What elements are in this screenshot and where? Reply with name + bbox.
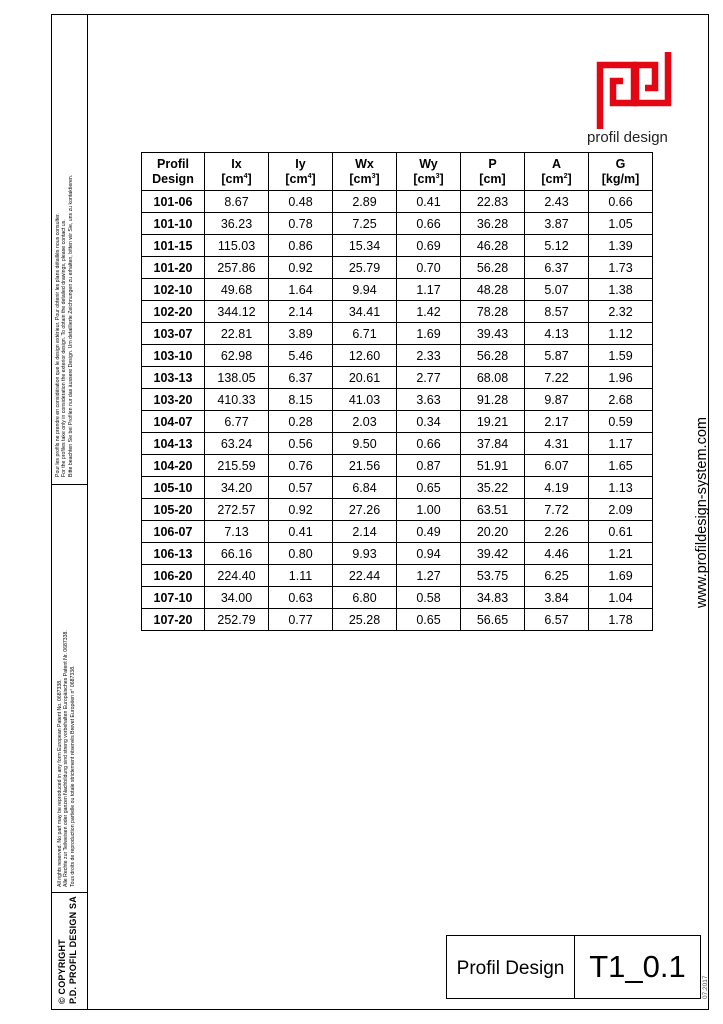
value-cell: 4.19	[525, 477, 589, 499]
value-cell: 0.66	[397, 213, 461, 235]
column-header-unit: $[cm^3]$	[413, 171, 444, 186]
value-cell: 20.20	[461, 521, 525, 543]
value-cell: 0.56	[269, 433, 333, 455]
value-cell: 8.15	[269, 389, 333, 411]
value-cell: 7.13	[205, 521, 269, 543]
value-cell: 2.43	[525, 191, 589, 213]
value-cell: 9.87	[525, 389, 589, 411]
value-cell: 257.86	[205, 257, 269, 279]
notice-line: For the profiles take only in consideration the exterior design. To obtain the detailed drawings, please contact us.	[61, 219, 68, 477]
profile-code-cell: 106-20	[142, 565, 205, 587]
value-cell: 0.70	[397, 257, 461, 279]
value-cell: 2.89	[333, 191, 397, 213]
rights-text	[57, 630, 76, 887]
value-cell: 6.07	[525, 455, 589, 477]
unit-exponent: 4	[243, 172, 248, 180]
value-cell: 215.59	[205, 455, 269, 477]
table-row	[142, 191, 653, 213]
profile-code-cell: 105-10	[142, 477, 205, 499]
value-cell: 1.21	[589, 543, 653, 565]
table-row	[142, 213, 653, 235]
value-cell: 0.76	[269, 455, 333, 477]
title-block	[446, 935, 701, 999]
value-cell: 8.67	[205, 191, 269, 213]
value-cell: 3.63	[397, 389, 461, 411]
value-cell: 6.84	[333, 477, 397, 499]
table-row	[142, 323, 653, 345]
profile-code-cell: 106-07	[142, 521, 205, 543]
unit-exponent: 2	[563, 172, 568, 180]
value-cell: 1.12	[589, 323, 653, 345]
value-cell: 0.65	[397, 477, 461, 499]
value-cell: 2.14	[269, 301, 333, 323]
value-cell: 0.92	[269, 257, 333, 279]
table-row	[142, 477, 653, 499]
profile-code-cell: 103-13	[142, 367, 205, 389]
value-cell: 0.28	[269, 411, 333, 433]
value-cell: 7.72	[525, 499, 589, 521]
value-cell: 0.94	[397, 543, 461, 565]
value-cell: 25.79	[333, 257, 397, 279]
value-cell: 39.42	[461, 543, 525, 565]
value-cell: 6.25	[525, 565, 589, 587]
table-body	[142, 191, 653, 631]
value-cell: 344.12	[205, 301, 269, 323]
column-header	[397, 153, 461, 191]
unit-exponent: 3	[371, 172, 376, 180]
value-cell: 0.57	[269, 477, 333, 499]
value-cell: 0.65	[397, 609, 461, 631]
table-row	[142, 521, 653, 543]
table-header-row	[142, 153, 653, 191]
value-cell: 4.46	[525, 543, 589, 565]
profile-code-cell: 103-10	[142, 345, 205, 367]
profile-code-cell: 101-15	[142, 235, 205, 257]
value-cell: 0.58	[397, 587, 461, 609]
value-cell: 1.64	[269, 279, 333, 301]
value-cell: 2.33	[397, 345, 461, 367]
value-cell: 1.96	[589, 367, 653, 389]
value-cell: 35.22	[461, 477, 525, 499]
column-header	[142, 153, 205, 191]
column-header-unit: $[cm^2]$	[541, 171, 572, 186]
value-cell: 20.61	[333, 367, 397, 389]
value-cell: 6.37	[525, 257, 589, 279]
notice-line: Bitte beachten Sie bei Profilen nur das äussere Design. Um detaillierte Zeichnungen zu erhalten, bitten wir Sie, uns zu kontaktieren.	[67, 174, 74, 477]
value-cell: 272.57	[205, 499, 269, 521]
value-cell: 34.00	[205, 587, 269, 609]
value-cell: 0.66	[397, 433, 461, 455]
table-row	[142, 279, 653, 301]
value-cell: 0.34	[397, 411, 461, 433]
profile-code-cell: 105-20	[142, 499, 205, 521]
value-cell: 53.75	[461, 565, 525, 587]
table-row	[142, 257, 653, 279]
copyright-text	[57, 896, 79, 1004]
column-header-name: Profil	[157, 156, 189, 171]
profil-design-logo	[587, 48, 677, 130]
value-cell: 1.59	[589, 345, 653, 367]
value-cell: 8.57	[525, 301, 589, 323]
column-header-name: Ix	[231, 156, 242, 171]
value-cell: 410.33	[205, 389, 269, 411]
column-header-unit: $[cm^3]$	[349, 171, 380, 186]
unit-text: Design	[152, 171, 194, 186]
value-cell: 5.46	[269, 345, 333, 367]
column-header	[525, 153, 589, 191]
column-header-unit: $[cm^4]$	[285, 171, 316, 186]
table-row	[142, 345, 653, 367]
profile-code-cell: 102-20	[142, 301, 205, 323]
value-cell: 62.98	[205, 345, 269, 367]
value-cell: 1.17	[589, 433, 653, 455]
value-cell: 0.61	[589, 521, 653, 543]
table-row	[142, 609, 653, 631]
value-cell: 2.68	[589, 389, 653, 411]
value-cell: 36.28	[461, 213, 525, 235]
value-cell: 0.77	[269, 609, 333, 631]
rights-line: Tous droits de reproduction partielle ou totale strictement réservés Brevet Européen n° 0687338.	[69, 665, 76, 887]
value-cell: 19.21	[461, 411, 525, 433]
value-cell: 0.80	[269, 543, 333, 565]
column-header-unit	[461, 172, 524, 187]
table-row	[142, 367, 653, 389]
value-cell: 2.32	[589, 301, 653, 323]
profile-code-cell: 104-07	[142, 411, 205, 433]
table-row	[142, 301, 653, 323]
value-cell: 1.69	[397, 323, 461, 345]
unit-text: [kg/m]	[601, 171, 640, 186]
profile-properties-table	[141, 152, 653, 631]
notice-text	[55, 175, 74, 477]
value-cell: 5.87	[525, 345, 589, 367]
profile-code-cell: 101-06	[142, 191, 205, 213]
unit-text: [cm	[285, 171, 308, 186]
column-header	[205, 153, 269, 191]
value-cell: 1.05	[589, 213, 653, 235]
table-row	[142, 235, 653, 257]
notice-line: Pour les profils ne prendre en considération que le design extérieur. Pour obtenir les plans détaillés nous consulter.	[55, 213, 61, 477]
value-cell: 22.81	[205, 323, 269, 345]
title-block-code: T1_0.1	[589, 949, 686, 984]
value-cell: 0.48	[269, 191, 333, 213]
value-cell: 138.05	[205, 367, 269, 389]
value-cell: 66.16	[205, 543, 269, 565]
unit-text: [cm	[541, 171, 564, 186]
value-cell: 0.87	[397, 455, 461, 477]
value-cell: 0.69	[397, 235, 461, 257]
revision-date: 07.2017	[702, 975, 709, 999]
value-cell: 56.28	[461, 345, 525, 367]
value-cell: 1.65	[589, 455, 653, 477]
value-cell: 1.78	[589, 609, 653, 631]
value-cell: 0.41	[397, 191, 461, 213]
value-cell: 2.26	[525, 521, 589, 543]
value-cell: 0.49	[397, 521, 461, 543]
column-header-name: Wx	[355, 156, 374, 171]
value-cell: 9.94	[333, 279, 397, 301]
table-row	[142, 455, 653, 477]
unit-exponent: 3	[435, 172, 440, 180]
profile-code-cell: 102-10	[142, 279, 205, 301]
value-cell: 1.04	[589, 587, 653, 609]
profile-code-cell: 106-13	[142, 543, 205, 565]
column-header-unit	[589, 172, 652, 187]
sidebar-divider	[51, 484, 88, 485]
value-cell: 63.51	[461, 499, 525, 521]
column-header-name: A	[551, 156, 562, 171]
profile-code-cell: 103-20	[142, 389, 205, 411]
website-url: www.profildesign-system.com	[694, 417, 710, 608]
value-cell: 6.71	[333, 323, 397, 345]
copyright-line: © COPYRIGHT	[57, 939, 67, 1004]
value-cell: 48.28	[461, 279, 525, 301]
value-cell: 78.28	[461, 301, 525, 323]
value-cell: 0.41	[269, 521, 333, 543]
value-cell: 56.65	[461, 609, 525, 631]
value-cell: 0.59	[589, 411, 653, 433]
column-header-name: Wy	[419, 156, 438, 171]
value-cell: 6.37	[269, 367, 333, 389]
table-row	[142, 543, 653, 565]
value-cell: 46.28	[461, 235, 525, 257]
value-cell: 2.77	[397, 367, 461, 389]
value-cell: 6.57	[525, 609, 589, 631]
value-cell: 15.34	[333, 235, 397, 257]
column-header-unit	[142, 172, 204, 187]
value-cell: 9.93	[333, 543, 397, 565]
value-cell: 1.11	[269, 565, 333, 587]
value-cell: 7.25	[333, 213, 397, 235]
value-cell: 3.87	[525, 213, 589, 235]
value-cell: 68.08	[461, 367, 525, 389]
value-cell: 34.20	[205, 477, 269, 499]
value-cell: 56.28	[461, 257, 525, 279]
rights-line: All rights reserved. No part may be reproduced in any form European Patent No. 0687338.	[57, 679, 63, 887]
value-cell: 21.56	[333, 455, 397, 477]
value-cell: 91.28	[461, 389, 525, 411]
value-cell: 224.40	[205, 565, 269, 587]
unit-text: [cm	[349, 171, 372, 186]
column-header	[589, 153, 653, 191]
logo-wordmark: profil design	[587, 129, 668, 146]
column-header-name: Iy	[295, 156, 306, 171]
value-cell: 37.84	[461, 433, 525, 455]
column-header-name: P	[488, 156, 497, 171]
column-header	[333, 153, 397, 191]
value-cell: 49.68	[205, 279, 269, 301]
value-cell: 6.80	[333, 587, 397, 609]
value-cell: 1.13	[589, 477, 653, 499]
value-cell: 4.31	[525, 433, 589, 455]
value-cell: 0.63	[269, 587, 333, 609]
value-cell: 9.50	[333, 433, 397, 455]
rights-line: Alle Rechte zur Teilweisen oder ganzen Nachbildung sind streng vorbehalten Europäisches Patent Nr. 0687338.	[63, 630, 70, 887]
value-cell: 34.83	[461, 587, 525, 609]
sidebar	[51, 14, 88, 1010]
value-cell: 2.09	[589, 499, 653, 521]
value-cell: 4.13	[525, 323, 589, 345]
value-cell: 25.28	[333, 609, 397, 631]
value-cell: 1.17	[397, 279, 461, 301]
column-header	[269, 153, 333, 191]
copyright-line: P.D. PROFIL DESIGN SA	[68, 896, 78, 1004]
value-cell: 34.41	[333, 301, 397, 323]
profile-code-cell: 101-10	[142, 213, 205, 235]
value-cell: 51.91	[461, 455, 525, 477]
value-cell: 1.27	[397, 565, 461, 587]
value-cell: 12.60	[333, 345, 397, 367]
value-cell: 3.89	[269, 323, 333, 345]
value-cell: 27.26	[333, 499, 397, 521]
value-cell: 2.14	[333, 521, 397, 543]
value-cell: 39.43	[461, 323, 525, 345]
profile-code-cell: 104-13	[142, 433, 205, 455]
value-cell: 1.73	[589, 257, 653, 279]
value-cell: 22.83	[461, 191, 525, 213]
value-cell: 5.12	[525, 235, 589, 257]
column-header-unit: $[cm^4]$	[221, 171, 252, 186]
profile-code-cell: 103-07	[142, 323, 205, 345]
column-header-name: G	[615, 156, 626, 171]
profile-code-cell: 104-20	[142, 455, 205, 477]
unit-text: [cm	[413, 171, 436, 186]
value-cell: 0.78	[269, 213, 333, 235]
unit-text: [cm	[221, 171, 244, 186]
table-row	[142, 389, 653, 411]
unit-exponent: 4	[307, 172, 312, 180]
table-row	[142, 587, 653, 609]
value-cell: 1.69	[589, 565, 653, 587]
value-cell: 1.38	[589, 279, 653, 301]
value-cell: 5.07	[525, 279, 589, 301]
unit-text: [cm]	[479, 171, 506, 186]
profile-code-cell: 101-20	[142, 257, 205, 279]
logo-p-shape	[600, 65, 634, 129]
value-cell: 2.17	[525, 411, 589, 433]
table-row	[142, 411, 653, 433]
value-cell: 63.24	[205, 433, 269, 455]
value-cell: 22.44	[333, 565, 397, 587]
value-cell: 1.00	[397, 499, 461, 521]
sidebar-divider	[51, 892, 88, 893]
value-cell: 36.23	[205, 213, 269, 235]
table-row	[142, 433, 653, 455]
value-cell: 6.77	[205, 411, 269, 433]
logo-d-shape	[636, 52, 668, 103]
title-block-name: Profil Design	[447, 936, 575, 998]
value-cell: 7.22	[525, 367, 589, 389]
value-cell: 1.39	[589, 235, 653, 257]
profile-code-cell: 107-10	[142, 587, 205, 609]
value-cell: 0.86	[269, 235, 333, 257]
value-cell: 115.03	[205, 235, 269, 257]
value-cell: 41.03	[333, 389, 397, 411]
value-cell: 0.92	[269, 499, 333, 521]
profile-code-cell: 107-20	[142, 609, 205, 631]
column-header	[461, 153, 525, 191]
value-cell: 0.66	[589, 191, 653, 213]
value-cell: 1.42	[397, 301, 461, 323]
table-row	[142, 565, 653, 587]
value-cell: 252.79	[205, 609, 269, 631]
table-row	[142, 499, 653, 521]
value-cell: 2.03	[333, 411, 397, 433]
value-cell: 3.84	[525, 587, 589, 609]
